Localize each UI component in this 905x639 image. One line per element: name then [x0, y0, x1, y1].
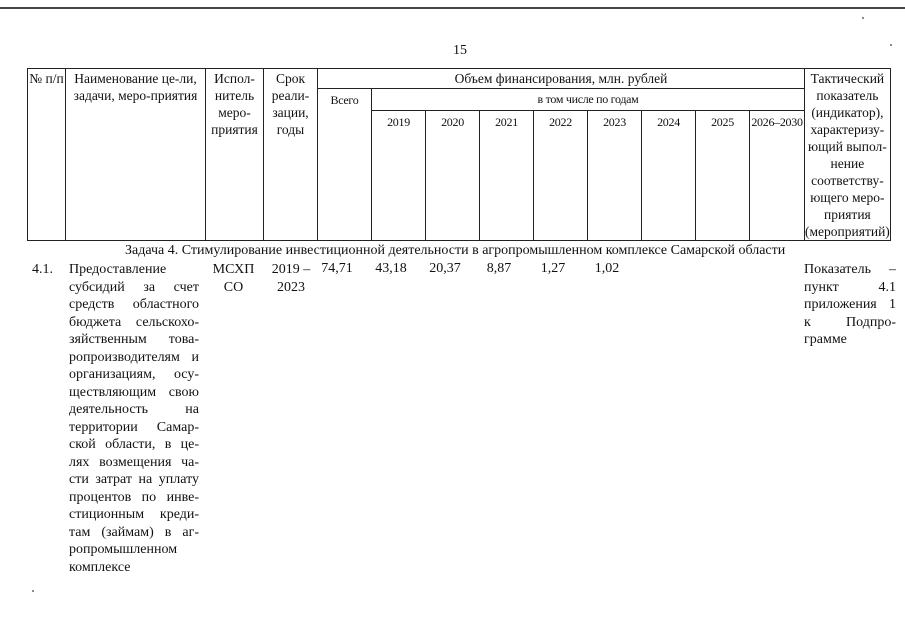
header-year: 2024 — [642, 111, 696, 241]
header-num: № п/п — [28, 69, 66, 241]
row-number: 4.1. — [32, 262, 53, 277]
row-value-2021: 8,87 — [486, 261, 512, 276]
funding-table-header — [27, 68, 891, 241]
header-year: 2019 — [372, 111, 426, 241]
row-value-2022: 1,27 — [540, 261, 566, 276]
header-year: 2025 — [696, 111, 750, 241]
row-executor: МСХП СО — [212, 262, 255, 295]
row-value-2023: 1,02 — [594, 261, 620, 276]
header-funding: Объем финансирования, млн. рублей — [318, 69, 805, 89]
header-year: 2021 — [480, 111, 534, 241]
row-value-2020: 20,37 — [429, 261, 461, 276]
row-name: Предоставление субсидий за счет средств областного бюджета сельскохо-зяйственным това-ропроизводителям и организациям, осу-ществляющим свою деятельность на территории Самар-ской области, в це-лях возмещения ча-сти затрат на уплату процентов по инве-стиционным креди-там (займам) в аг-ропромышленном комплексе — [69, 262, 199, 575]
header-by-years: в том числе по годам — [372, 89, 805, 111]
row-indicator: Показатель – пункт 4.1 приложения 1 к Подпро-грамме — [804, 262, 896, 347]
header-year: 2022 — [534, 111, 588, 241]
scan-speck — [862, 17, 864, 19]
task-title: Задача 4. Стимулирование инвестиционной деятельности в агропромышленном комплексе Самарской области — [125, 243, 786, 258]
row-total: 74,71 — [321, 261, 353, 276]
scan-speck — [32, 590, 34, 592]
row-term: 2019 – 2023 — [271, 262, 311, 295]
scan-speck — [890, 44, 892, 46]
header-year: 2026–2030 — [750, 111, 805, 241]
header-term: Срок реали-зации, годы — [264, 69, 318, 241]
header-year: 2020 — [426, 111, 480, 241]
page-number: 15 — [453, 43, 467, 58]
top-border-line — [0, 7, 905, 9]
header-total: Всего — [318, 89, 372, 241]
header-indicator: Тактический показатель (индикатор), характеризу-ющий выпол-нение соответству-ющего меро-приятия (мероприятий) — [805, 69, 891, 241]
header-executor: Испол-нитель меро-приятия — [206, 69, 264, 241]
row-value-2019: 43,18 — [375, 261, 407, 276]
header-name: Наименование це-ли, задачи, меро-приятия — [66, 69, 206, 241]
header-year: 2023 — [588, 111, 642, 241]
